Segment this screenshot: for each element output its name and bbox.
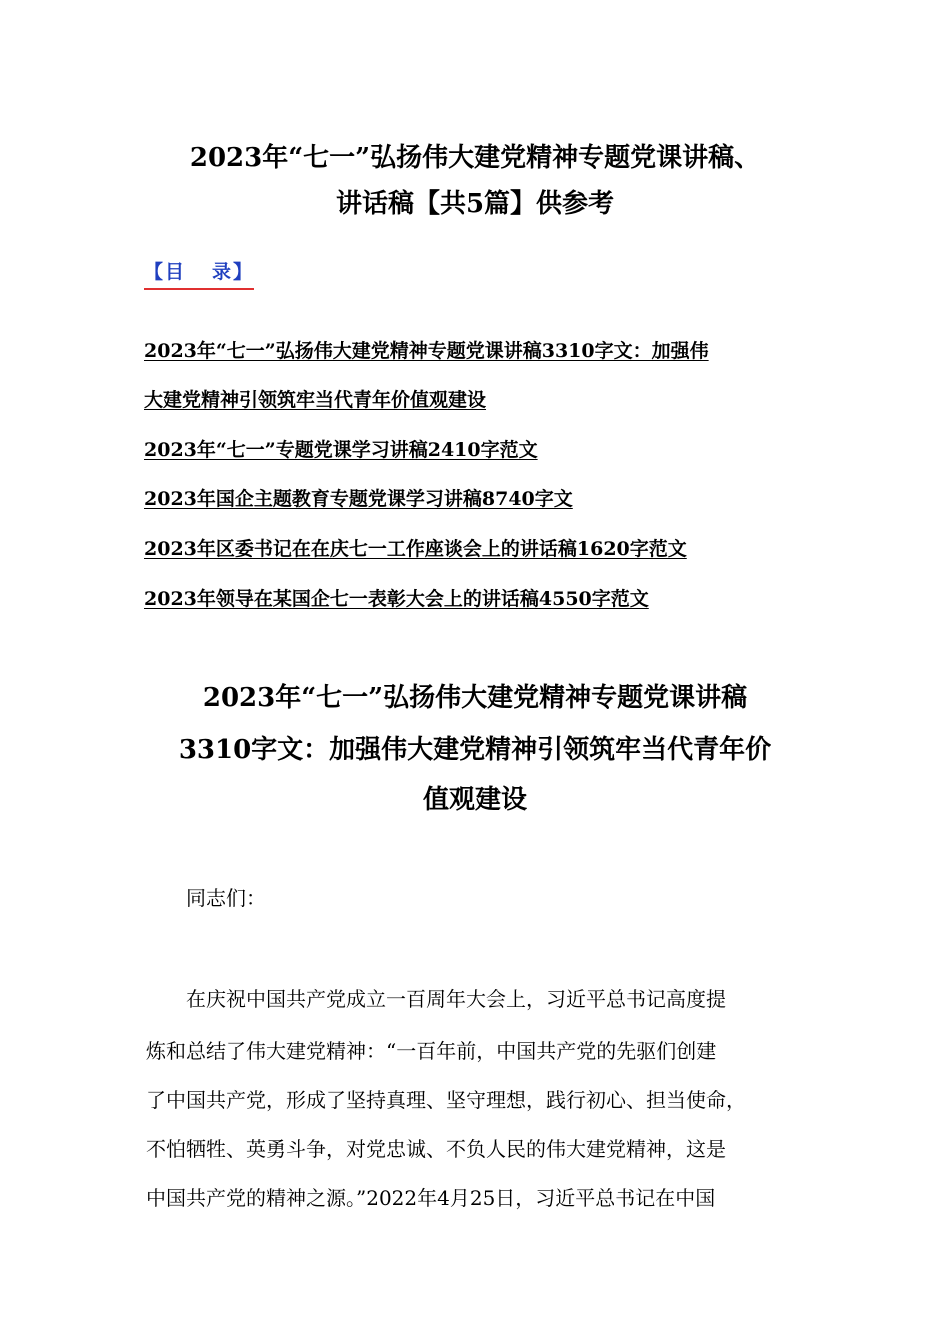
paragraph-line: 不怕牺牲、英勇斗争，对党忠诚、不负人民的伟大建党精神，这是 xyxy=(146,1137,726,1161)
toc-heading-open: 【目 xyxy=(144,261,187,283)
section-title-line-3: 值观建设 xyxy=(422,785,527,815)
toc-heading xyxy=(144,258,254,290)
toc-heading-close: 录】 xyxy=(212,261,255,283)
toc-item-2[interactable]: 2023年“七一”专题党课学习讲稿2410字范文 xyxy=(144,439,538,461)
paragraph-line: 了中国共产党，形成了坚持真理、坚守理想，践行初心、担当使命， xyxy=(146,1088,746,1112)
toc-item-5[interactable]: 2023年领导在某国企七一表彰大会上的讲话稿4550字范文 xyxy=(144,588,649,610)
toc-item-3[interactable]: 2023年国企主题教育专题党课学习讲稿8740字文 xyxy=(144,488,573,510)
paragraph-line: 在庆祝中国共产党成立一百周年大会上，习近平总书记高度提 xyxy=(186,987,726,1011)
toc-item-1-line-2[interactable]: 大建党精神引领筑牢当代青年价值观建设 xyxy=(144,389,487,411)
salutation: 同志们： xyxy=(186,886,266,910)
section-title-line-1: 2023年“七一”弘扬伟大建党精神专题党课讲稿 xyxy=(202,683,748,713)
toc-item-4[interactable]: 2023年区委书记在在庆七一工作座谈会上的讲话稿1620字范文 xyxy=(144,538,687,560)
document-title-line-2: 讲话稿【共5篇】供参考 xyxy=(335,189,615,219)
toc-item-1-line-1[interactable]: 2023年“七一”弘扬伟大建党精神专题党课讲稿3310字文：加强伟 xyxy=(144,340,709,362)
document-title-line-1: 2023年“七一”弘扬伟大建党精神专题党课讲稿、 xyxy=(189,143,761,173)
paragraph-line: 中国共产党的精神之源。”2022年4月25日，习近平总书记在中国 xyxy=(146,1186,716,1210)
paragraph-line: 炼和总结了伟大建党精神：“一百年前，中国共产党的先驱们创建 xyxy=(146,1039,717,1063)
section-title-line-2: 3310字文：加强伟大建党精神引领筑牢当代青年价 xyxy=(178,735,772,765)
